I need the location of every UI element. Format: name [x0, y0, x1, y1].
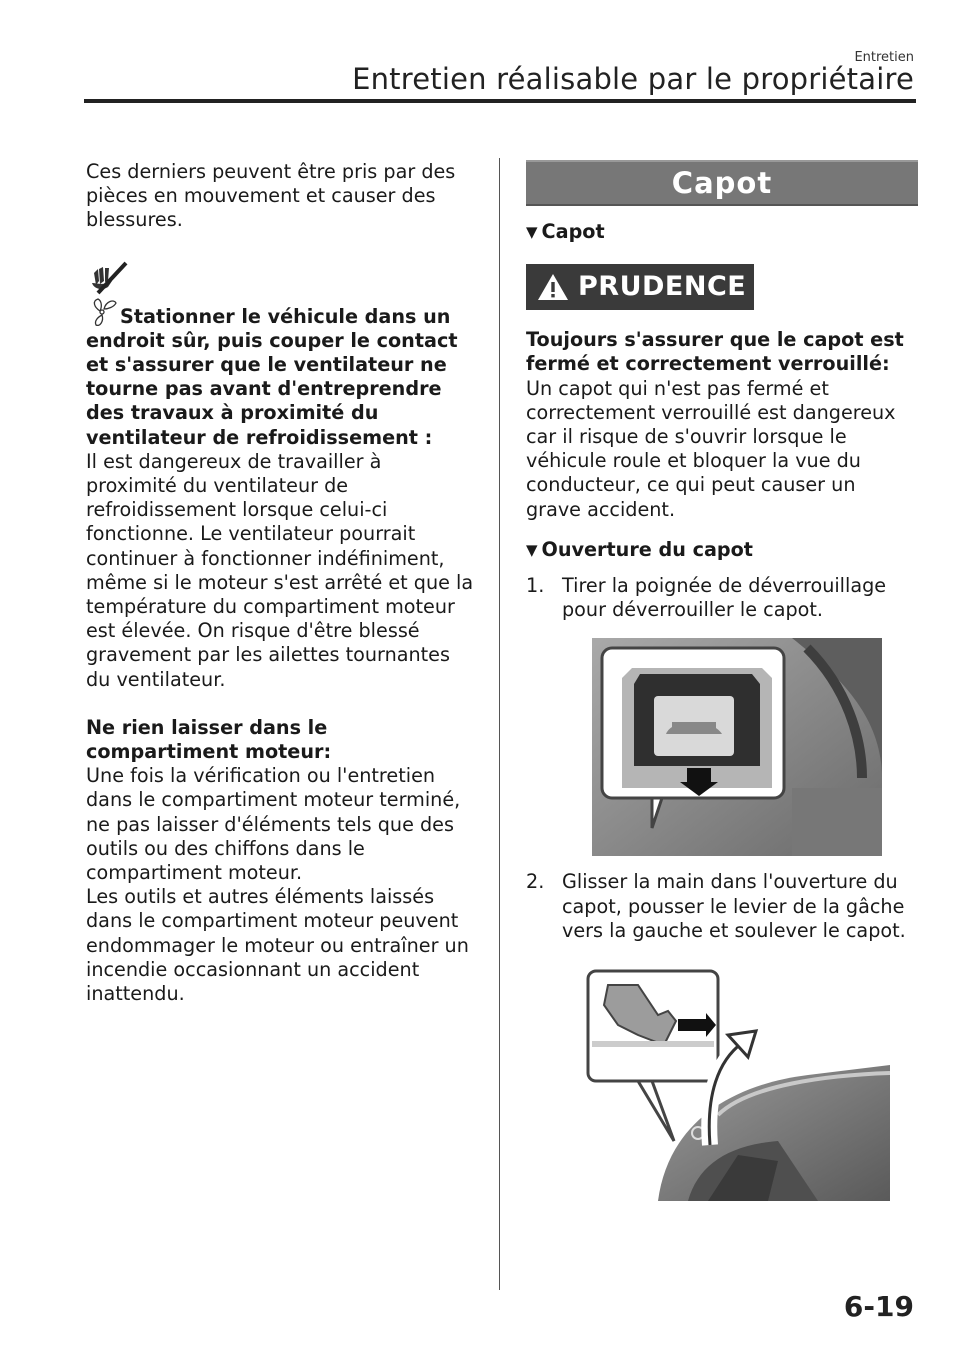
- step-number: 2.: [526, 870, 545, 894]
- caution-body: Un capot qui n'est pas fermé et correctement verrouillé est dangereux car il risque de s'ouvrir lorsque le véhicule roule et bloquer la vue du conducteur, ce qui peut causer un grave accident.: [526, 376, 896, 521]
- subheading-opening: Ouverture du capot: [541, 537, 753, 561]
- items-body-1: Une fois la vérification ou l'entretien dans le compartiment moteur terminé, ne pas laisser d'éléments tels que des outils ou des chiffons dans le compartiment moteur.: [86, 764, 461, 885]
- step-text: Glisser la main dans l'ouverture du capot, pousser le levier de la gâche vers la gauche et soulever le capot.: [562, 870, 906, 942]
- caution-badge: [526, 264, 754, 310]
- caution-heading: Toujours s'assurer que le capot est fermé et correctement verrouillé:: [526, 328, 904, 376]
- header-section: Entretien: [854, 50, 914, 65]
- subheading-capot: Capot: [541, 220, 605, 243]
- column-divider: [499, 158, 500, 1290]
- step-1: [526, 574, 916, 622]
- step-2: [526, 870, 916, 943]
- fan-warning-body: Il est dangereux de travailler à proximité du ventilateur de refroidissement lorsque celui-ci fonctionne. Le ventilateur pourrait continuer à fonctionner indéfiniment, même si le moteur s'est arrêté et que la température du compartiment moteur est élevée. On risque d'être blessé gravement par les ailettes tournantes du ventilateur.: [86, 449, 474, 691]
- triangle-bullet-icon: ▼: [526, 540, 538, 559]
- step-number: 1.: [526, 574, 545, 598]
- capot-banner: Capot: [526, 160, 918, 206]
- page-number: 6-19: [843, 1290, 914, 1323]
- warning-triangle-icon: [536, 272, 570, 302]
- items-heading: Ne rien laisser dans le compartiment moteur:: [86, 715, 332, 764]
- caution-label: PRUDENCE: [578, 271, 747, 303]
- items-body-2: Les outils et autres éléments laissés dans le compartiment moteur peuvent endommager le moteur ou entraîner un incendie occasionnant un accident inattendu.: [86, 885, 469, 1006]
- intro-paragraph: Ces derniers peuvent être pris par des pièces en mouvement et causer des blessures.: [86, 160, 456, 232]
- fan-warning-heading: Stationner le véhicule dans un endroit sûr, puis couper le contact et s'assurer que le ventilateur ne tourne pas avant d'entreprendre des travaux à proximité du ventilateur de refroidissement :: [86, 304, 458, 449]
- left-column: [86, 160, 476, 1006]
- triangle-bullet-icon: ▼: [526, 223, 538, 241]
- header-title: Entretien réalisable par le propriétaire: [352, 62, 914, 96]
- right-column: [526, 160, 916, 1201]
- hood-release-lever-illustration: [592, 638, 882, 856]
- step-text: Tirer la poignée de déverrouillage pour déverrouiller le capot.: [562, 574, 887, 622]
- hood-latch-illustration: [578, 965, 890, 1201]
- header-rule: [84, 99, 916, 103]
